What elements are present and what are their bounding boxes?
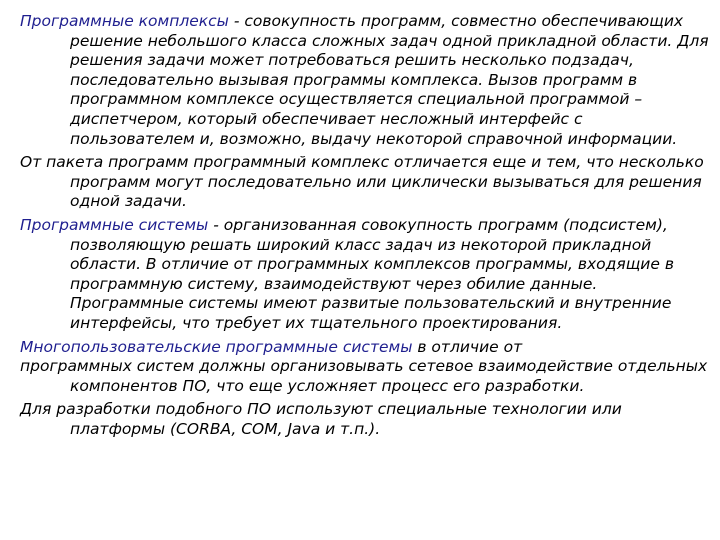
slide-body (20, 12, 710, 443)
paragraph-technologies (20, 400, 710, 439)
term-multiuser-systems: Многопользовательские программные системы (20, 337, 413, 356)
paragraph-text: Для разработки подобного ПО используют специальные технологии или платформы (CORBA, COM, Java и т.п.). (20, 400, 622, 438)
paragraph-software-complexes (20, 12, 710, 149)
term-software-complexes: Программные комплексы (20, 12, 229, 30)
paragraph-network-interaction (20, 357, 710, 396)
paragraph-software-systems (20, 216, 710, 334)
term-software-systems: Программные системы (20, 215, 209, 234)
paragraph-text: От пакета программ программный комплекс отличается еще и тем, что несколько программ могут последовательно или циклически вызываться для решения одной задачи. (20, 153, 704, 211)
paragraph-package-difference (20, 153, 710, 212)
paragraph-text: - организованная совокупность программ (подсистем), позволяющую решать широкий класс задач из некоторой прикладной области. В отличие от программных комплексов программы, входящие в программную систему, взаимодействуют через обилие данные. Программные системы имеют развитые пользовательский и внутренние интерфейсы, что требует их тщательного проектирования. (70, 215, 674, 332)
paragraph-multiuser-systems (20, 338, 710, 358)
paragraph-text: - совокупность программ, совместно обеспечивающих решение небольшого класса сложных задач одной прикладной области. Для решения задачи может потребоваться решить несколько подзадач, последовательно вызывая программы комплекса. Вызов программ в программном комплексе осуществляется специальной программой – диспетчером, который обеспечивает несложный интерфейс с пользователем и, возможно, выдачу некоторой справочной информации. (70, 12, 709, 148)
paragraph-text: в отличие от (412, 337, 523, 356)
paragraph-text: программных систем должны организовывать сетевое взаимодействие отдельных компонентов ПО, что еще усложняет процесс его разработки. (20, 357, 708, 395)
